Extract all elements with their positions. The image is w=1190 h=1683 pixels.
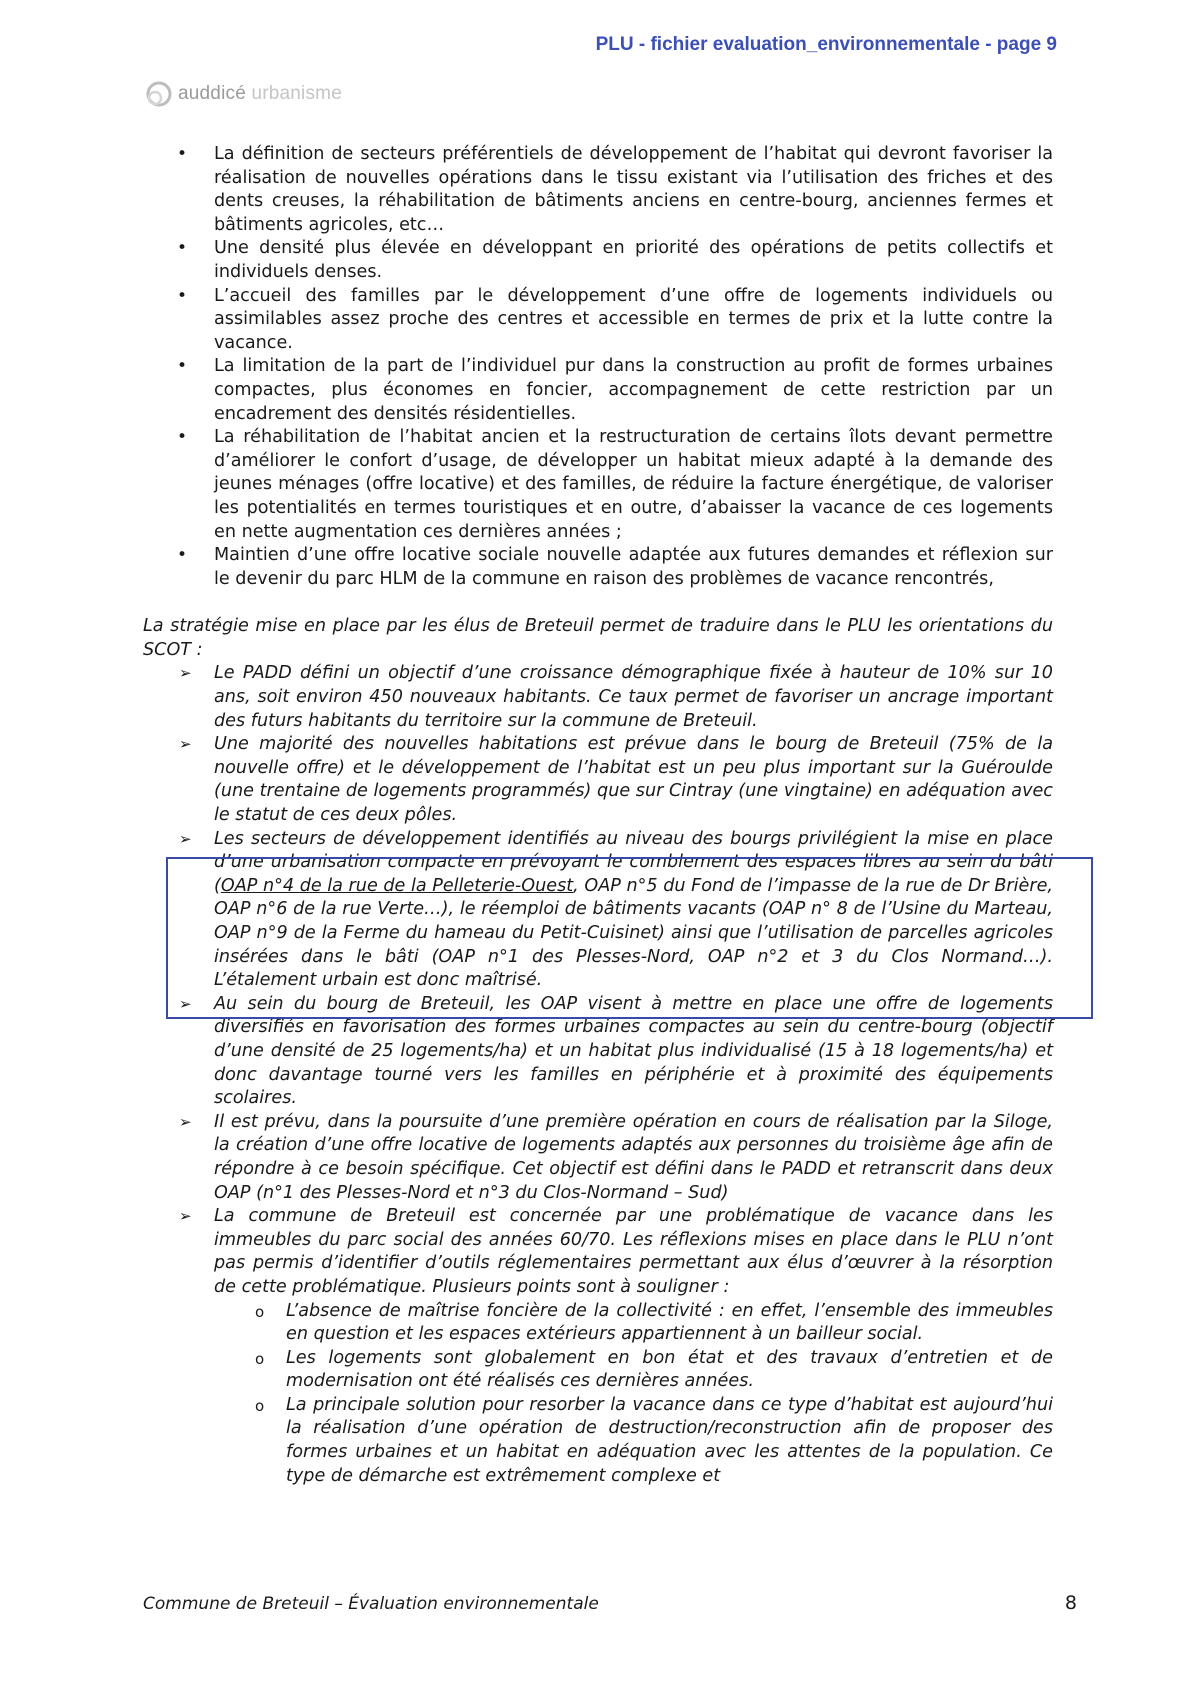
sub-list-item: o La principale solution pour resorber la vacance dans ce type d’habitat est aujourd’hui la réalisation d’une opération de destruction/reconstruction afin de proposer des formes urbaines et un habitat en adéquation avec les attentes de la population. Ce type de démarche est extrêmement complexe et <box>255 1394 1053 1486</box>
underlined-oap-reference: OAP n°4 de la rue de la Pelleterie-Ouest <box>220 875 574 896</box>
page-number: 8 <box>1064 1592 1077 1614</box>
strategy-intro: La stratégie mise en place par les élus de Breteuil permet de traduire dans le PLU les orientations du SCOT : <box>143 616 1053 660</box>
sub-list-item: o L’absence de maîtrise foncière de la collectivité : en effet, l’ensemble des immeubles en question et les espaces extérieurs appartiennent à un bailleur social. <box>255 1300 1053 1345</box>
circle-bullet-icon: o <box>255 1302 265 1321</box>
list-item: • L’accueil des familles par le développement d’une offre de logements individuels ou assimilables assez proche des centres et accessible en termes de prix et la lutte contre la vacance. <box>143 285 1053 356</box>
arrow-bullet-icon: ➢ <box>179 664 192 683</box>
footer-title: Commune de Breteuil – Évaluation environnementale <box>143 1594 599 1614</box>
circle-bullet-icon: o <box>255 1396 265 1415</box>
arrow-list <box>143 662 1053 1488</box>
page-body <box>143 143 1053 1488</box>
list-item: • La définition de secteurs préférentiels de développement de l’habitat qui devront favoriser la réalisation de nouvelles opérations dans le tissu existant via l’utilisation des friches et des dents creuses, la réhabilitation de bâtiments anciens en centre-bourg, anciennes fermes et bâtiments agricoles, etc… <box>143 143 1053 237</box>
list-item: • La réhabilitation de l’habitat ancien et la restructuration de certains îlots devant permettre d’améliorer le confort d’usage, de développer un habitat mieux adapté à la demande des jeunes ménages (offre locative) et des familles, de réduire la facture énergétique, de valoriser les potentialités en termes touristiques et en outre, d’abaisser la vacance de ces logements en nette augmentation ces dernières années ; <box>143 426 1053 544</box>
logo-text: auddicé urbanisme <box>178 83 342 104</box>
list-item: • Maintien d’une offre locative sociale nouvelle adaptée aux futures demandes et réflexion sur le devenir du parc HLM de la commune en raison des problèmes de vacance rencontrés, <box>143 544 1053 591</box>
arrow-bullet-icon: ➢ <box>179 994 192 1013</box>
list-item: ➢ Le PADD défini un objectif d’une croissance démographique fixée à hauteur de 10% sur 10 ans, soit environ 450 nouveaux habitants. Ce taux permet de favoriser un ancrage important des futurs habitants du territoire sur la commune de Breteuil. <box>179 663 1053 731</box>
company-logo <box>146 76 342 112</box>
arrow-bullet-icon: ➢ <box>179 1112 192 1131</box>
list-item: ➢ Les secteurs de développement identifiés au niveau des bourgs privilégient la mise en place d’une urbanisation compacte en prévoyant le comblement des espaces libres au sein du bâti (OAP n°4 de la rue de la Pelleterie-Ouest, OAP n°5 du Fond de l’impasse de la rue de Dr Brière, OAP n°6 de la rue Verte…), le réemploi de bâtiments vacants (OAP n° 8 de l’Usine du Marteau, OAP n°9 de la Ferme du hameau du Petit-Cuisinet) ainsi que l’utilisation de parcelles agricoles insérées dans le bâti (OAP n°1 des Plesses-Nord, OAP n°2 et 3 du Clos Normand…). L’étalement urbain est donc maîtrisé. <box>179 828 1053 991</box>
list-item: • Une densité plus élevée en développant en priorité des opérations de petits collectifs et individuels denses. <box>143 237 1053 284</box>
list-item: ➢ Une majorité des nouvelles habitations est prévue dans le bourg de Breteuil (75% de la nouvelle offre) et le développement de l’habitat est un peu plus important sur la Guéroulde (une trentaine de logements programmés) que sur Cintray (une vingtaine) en adéquation avec le statut de ces deux pôles. <box>179 734 1053 826</box>
sub-list <box>214 1300 1053 1489</box>
arrow-bullet-icon: ➢ <box>179 735 192 754</box>
logo-swirl-icon <box>146 79 172 109</box>
list-item: ➢ Au sein du bourg de Breteuil, les OAP visent à mettre en place une offre de logements diversifiés en favorisation des formes urbaines compactes au sein du centre-bourg (objectif d’une densité de 25 logements/ha) et un habitat plus individualisé (15 à 18 logements/ha) et donc davantage tourné vers les familles en périphérie et à proximité des équipements scolaires. <box>179 993 1053 1109</box>
arrow-bullet-icon: ➢ <box>179 1207 192 1226</box>
list-item: ➢ La commune de Breteuil est concernée par une problématique de vacance dans les immeubles du parc social des années 60/70. Les réflexions mises en place dans le PLU n’ont pas permis d’identifier d’outils réglementaires permettant aux élus d’œuvrer à la résorption de cette problématique. Plusieurs points sont à souligner : o L’absence de maîtrise foncière de la collectivité : en effet, l’ensemble des immeubles en question et les espaces extérieurs appartiennent à un bailleur social. o Les logements sont globalement en bon état et des travaux d’entretien et de modernisation ont été réalisés ces dernières années. o La principale solution pour resorber la vacance dans ce type d’habitat est aujourd’hui la réalisation d’une opération de destruction/reconstruction afin de proposer des formes urbaines et un habitat en adéquation avec les attentes de la population. Ce type de démarche est extrêmement complexe et <box>143 1205 1053 1488</box>
sub-list-item: o Les logements sont globalement en bon état et des travaux d’entretien et de modernisation ont été réalisés ces dernières années. <box>255 1347 1053 1392</box>
highlight-box <box>166 857 1093 1019</box>
arrow-bullet-icon: ➢ <box>179 829 192 848</box>
list-item: • La limitation de la part de l’individuel pur dans la construction au profit de formes urbaines compactes, plus économes en foncier, accompagnement de cette restriction par un encadrement des densités résidentielles. <box>143 355 1053 426</box>
bullet-list <box>143 143 1053 591</box>
circle-bullet-icon: o <box>255 1349 265 1368</box>
document-header-title: PLU - fichier evaluation_environnementale - page 9 <box>595 34 1057 55</box>
list-item: ➢ Il est prévu, dans la poursuite d’une première opération en cours de réalisation par la Siloge, la création d’une offre locative de logements adaptés aux personnes du troisième âge afin de répondre à ce besoin spécifique. Cet objectif est défini dans le PADD et retranscrit dans deux OAP (n°1 des Plesses-Nord et n°3 du Clos-Normand – Sud) <box>179 1111 1053 1203</box>
